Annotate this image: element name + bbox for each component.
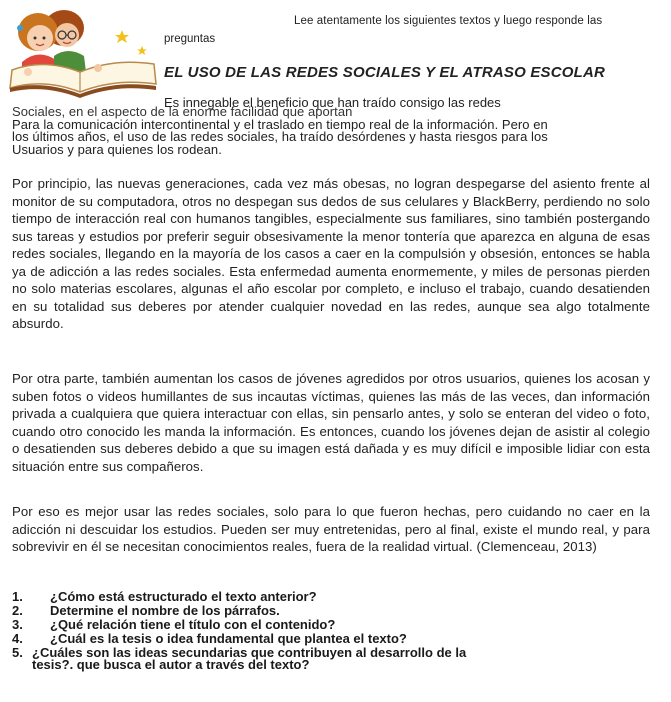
paragraph-2: Por otra parte, también aumentan los casos de jóvenes agredidos por otros usuarios, quienes los acosan y suben fotos o videos humillantes de sus incautas víctimas, quienes las más de las veces, dan información privada a cualquiera que quiera interactuar con ellas, sin pensarlo antes, y solo se enteran del video o foto, cuando otro conocido les manda la información. Es entonces, cuando los jóvenes dejan de asistir al colegio o desatienden sus deberes debido a que su imagen está dañada y es muy difícil e imposible lidiar con esta situación entre sus compañeros. xyxy=(12,371,650,474)
intro-line-4: los últimos años, el uso de las redes sociales, ha traído desórdenes y hasta riesgos para los xyxy=(12,129,548,144)
intro-line-5: Usuarios y para quienes los rodean. xyxy=(12,141,222,157)
intro-line-2: Sociales, en el aspecto de la enorme facilidad que aportan xyxy=(12,104,353,119)
question-item xyxy=(12,632,662,646)
question-continuation: tesis?. que busca el autor a través del texto? xyxy=(32,657,310,672)
intro-line-3: Para la comunicación intercontinental y el traslado en tiempo real de la información. Pero en xyxy=(12,116,548,132)
question-text: ¿Qué relación tiene el título con el contenido? xyxy=(50,617,336,632)
question-number: 1. xyxy=(12,589,23,604)
intro-block xyxy=(12,106,652,156)
intro-line-1: Es innegable el beneficio que han traído consigo las redes xyxy=(164,95,501,110)
children-reading-book-icon xyxy=(4,2,166,102)
question-item xyxy=(12,618,662,632)
article-title: EL USO DE LAS REDES SOCIALES Y EL ATRASO ESCOLAR xyxy=(164,64,606,81)
question-item xyxy=(12,590,662,604)
questions-list xyxy=(12,590,662,671)
question-number: 4. xyxy=(12,631,23,646)
paragraph-3: Por eso es mejor usar las redes sociales, solo para lo que fueron hechas, pero cuidando no caer en la adicción ni descuidar los estudios. Pueden ser muy entretenidas, pero al final, existe el mundo real, y para sobrevivir en él se necesitan conocimientos reales, fuera de la realidad virtual. (Clemenceau, 2013) xyxy=(12,504,650,554)
question-number: 3. xyxy=(12,617,23,632)
question-text: Determine el nombre de los párrafos. xyxy=(50,603,280,618)
question-text: ¿Cuáles son las ideas secundarias que contribuyen al desarrollo de la xyxy=(32,645,467,660)
instruction-text: Lee atentamente los siguientes textos y luego responde las xyxy=(294,15,603,27)
paragraph-1: Por principio, las nuevas generaciones, cada vez más obesas, no logran despegarse del asiento frente al monitor de su computadora, otros no despegan sus dedos de sus celulares y BlackBerry, perdiendo no solo tiempo de interacción real con humanos tangibles, especialmente sus familiares, sino también postergando sus tareas y estudios por preferir seguir obsesivamente la menor tontería que aparezca en alguna de esas redes sociales, llegando en la mayoría de los casos a caer en la compulsión y obsesión, entonces se habla ya de adicción a las redes sociales. Esta enfermedad aumenta enormemente, y miles de personas pierden no solo materias escolares, algunas el año escolar por completo, e incluso el trabajo, cuando desatienden en su totalidad sus deberes por atender cualquier novedad en las redes, aunque sea algo totalmente absurdo. xyxy=(12,176,650,331)
instruction-text-continued: preguntas xyxy=(164,33,216,45)
question-item xyxy=(12,604,662,618)
question-number: 5. xyxy=(12,645,23,660)
question-text: ¿Cuál es la tesis o idea fundamental que plantea el texto? xyxy=(50,631,407,646)
question-number: 2. xyxy=(12,603,23,618)
question-text: ¿Cómo está estructurado el texto anterior? xyxy=(50,589,317,604)
